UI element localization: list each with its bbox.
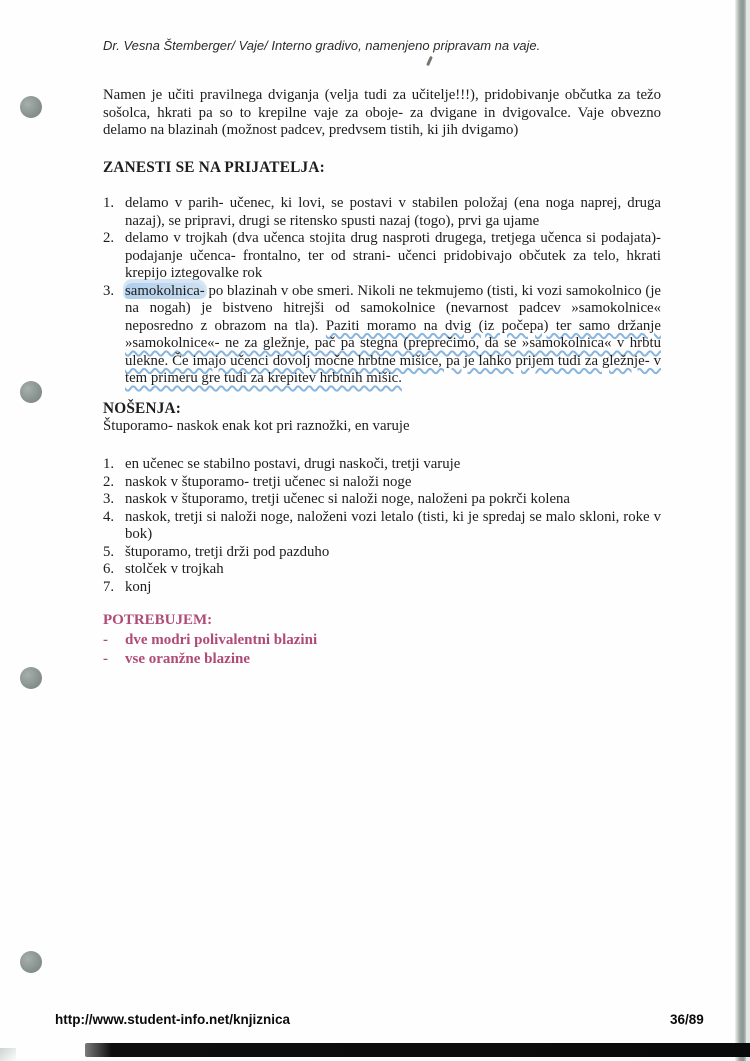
document-header: Dr. Vesna Štemberger/ Vaje/ Interno gradivo, namenjeno pripravam na vaje. — [103, 38, 541, 53]
item-number: 2. — [103, 230, 115, 246]
section-title-zanesti: ZANESTI SE NA PRIJATELJA: — [103, 159, 325, 176]
item-text: naskok v štuporamo, tretji učenec si naloži noge, naloženi pa pokrči kolena — [125, 491, 570, 507]
footer-url: http://www.student-info.net/knjiznica — [55, 1012, 290, 1027]
item-text: naskok, tretji si naloži noge, naloženi vozi letalo (tisti, ki je spredaj se malo skloni, roke v bok) — [125, 508, 661, 542]
item-number: 1. — [103, 456, 115, 472]
item-number: 6. — [103, 561, 115, 577]
list-item — [103, 509, 661, 544]
item-number: 5. — [103, 543, 115, 560]
bottom-scan-bar — [85, 1043, 750, 1057]
intro-paragraph: Namen je učiti pravilnega dviganja (velja tudi za učitelje!!!), pridobivanje občutka za težo sošolca, hkrati pa so to krepilne vaje za oboje- za dvigane in dvigovalce. Vaje obvezno delamo na blazinah (možnost padcev, predvsem tistih, ki jih dvigamo) — [103, 87, 661, 138]
list-item — [103, 283, 661, 388]
hole-punch — [20, 381, 42, 403]
needs-item — [103, 631, 661, 651]
item-number: 1. — [103, 195, 115, 211]
section1-list — [103, 195, 661, 388]
needs-item-text: dve modri polivalentni blazini — [125, 631, 318, 648]
corner-smudge — [0, 1048, 16, 1061]
item-text-middle: po blazinah v obe smeri. Nikoli ne tekmujemo (tisti, ki vozi samokolnico (je na nogah) je bistveno hitrejši od samokolnice (nevarnost padcev »samokolnice« neposredno z obrazom na tla). — [125, 282, 661, 334]
needs-item — [103, 650, 661, 670]
item-text: delamo v parih- učenec, ki lovi, se postavi v stabilen položaj (ena noga naprej, druga nazaj), se pripravi, drugi se ritensko spusti nazaj (togo), prvi ga ujame — [125, 195, 661, 229]
list-item — [103, 561, 661, 579]
item-number: 2. — [103, 473, 115, 490]
hole-punch — [20, 951, 42, 973]
list-item — [103, 474, 661, 492]
wavy-underlined-text: Paziti moramo na dvig (iz počepa) ter samo držanje »samokolnice«- ne za gležnje, pač pa stegna (preprečimo, da se »samokolnica« v hrbtu ulekne. Če imajo učenci dovolj močne hrbtne mišice, pa je lahko prijem tudi za gležnje- v tem primeru gre tudi za krepitev hrbtnih mišic. — [125, 317, 661, 386]
item-number: 3. — [103, 491, 115, 507]
item-number: 3. — [103, 282, 115, 299]
dash: - — [103, 631, 108, 648]
hole-punch — [20, 667, 42, 689]
footer-page-number: 36/89 — [670, 1012, 704, 1027]
item-text: delamo v trojkah (dva učenca stojita drug nasproti drugega, tretjega učenca si podajata)- podajanje učenca- frontalno, ter od strani- učenci pridobivajo občutek za telo, hkrati krepijo iztegovalke rok — [125, 230, 661, 281]
list-item — [103, 195, 661, 230]
item-number: 7. — [103, 578, 115, 595]
dash: - — [103, 651, 108, 667]
item-text: en učenec se stabilno postavi, drugi naskoči, tretji varuje — [125, 456, 461, 472]
scan-edge-strip — [735, 0, 746, 1061]
item-text: štuporamo, tretji drži pod pazduho — [125, 543, 330, 560]
item-number: 4. — [103, 508, 115, 525]
list-item — [103, 491, 661, 509]
item-text: konj — [125, 578, 152, 595]
section-title-nosenja: NOŠENJA: — [103, 400, 182, 417]
item-text: stolček v trojkah — [125, 561, 224, 577]
needs-item-text: vse oranžne blazine — [125, 651, 250, 667]
section2-list — [103, 456, 661, 596]
needs-section — [103, 611, 661, 670]
list-item — [103, 230, 661, 283]
list-item — [103, 456, 661, 474]
pen-mark — [426, 56, 433, 66]
highlighted-word: samokolnica- — [125, 282, 205, 299]
list-item — [103, 544, 661, 562]
item-text — [125, 283, 661, 388]
scan-edge-light — [746, 0, 750, 1061]
nosenja-subtitle: Štuporamo- naskok enak kot pri raznožki, en varuje — [103, 418, 410, 434]
needs-title: POTREBUJEM: — [103, 612, 213, 628]
list-item — [103, 579, 661, 597]
item-text: naskok v štuporamo- tretji učenec si naloži noge — [125, 473, 412, 490]
hole-punch — [20, 96, 42, 118]
